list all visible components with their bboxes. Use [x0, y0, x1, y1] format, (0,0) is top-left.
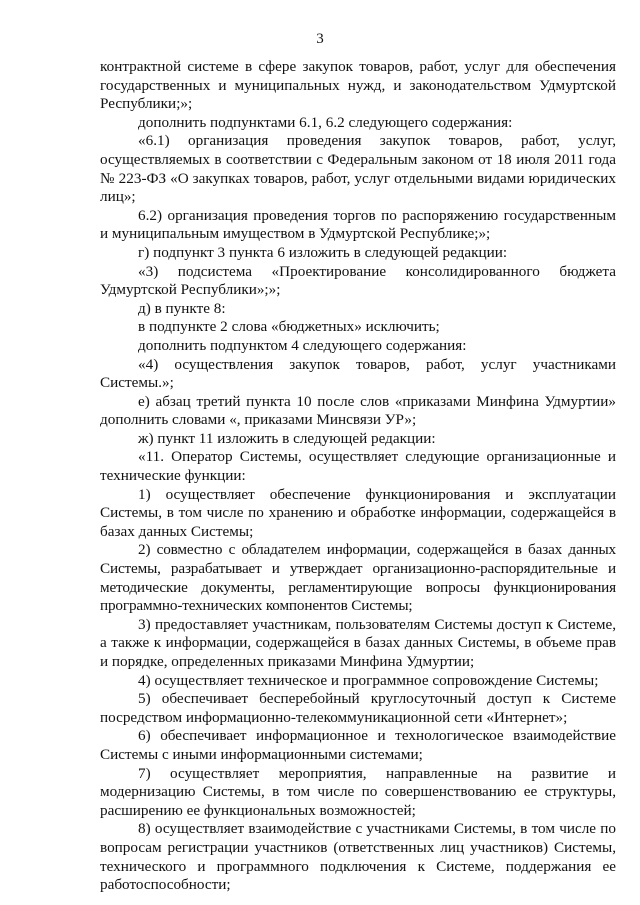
paragraph-item-e: е) абзац третий пункта 10 после слов «приказами Минфина Удмуртии» дополнить словами «, приказами Минсвязи УР»;: [100, 392, 616, 429]
paragraph-function-8: 8) осуществляет взаимодействие с участниками Системы, в том числе по вопросам регистрации участников (ответственных лиц участников) Системы, технического и программного подключения к Системе, поддержания ее работоспособности;: [100, 820, 616, 894]
page-number: 3: [316, 31, 324, 47]
paragraph-item-11: «11. Оператор Системы, осуществляет следующие организационные и технические функции:: [100, 448, 616, 485]
document-body: [100, 58, 616, 895]
paragraph-add-subitem-4: дополнить подпунктом 4 следующего содержания:: [138, 336, 467, 354]
paragraph-function-4: 4) осуществляет техническое и программное сопровождение Системы;: [138, 671, 599, 689]
paragraph-item-g: г) подпункт 3 пункта 6 изложить в следующей редакции:: [138, 243, 508, 261]
paragraph-continuation: контрактной системе в сфере закупок товаров, работ, услуг для обеспечения государственных и муниципальных нужд, и законодательством Удмуртской Республики;»;: [100, 58, 616, 113]
paragraph-subitem-6-2: 6.2) организация проведения торгов по распоряжению государственным и муниципальным имуществом в Удмуртской Республике;»;: [100, 206, 616, 243]
paragraph-subitem-3: «3) подсистема «Проектирование консолидированного бюджета Удмуртской Республики»;»;: [100, 262, 616, 299]
paragraph-subitem-4: «4) осуществления закупок товаров, работ, услуг участниками Системы.»;: [100, 355, 616, 392]
paragraph-add-subitems-6-1-6-2: дополнить подпунктами 6.1, 6.2 следующего содержания:: [138, 113, 513, 131]
paragraph-subitem-2-change: в подпункте 2 слова «бюджетных» исключить;: [138, 318, 440, 336]
paragraph-function-7: 7) осуществляет мероприятия, направленные на развитие и модернизацию Системы, в том числе по совершенствованию ее структуры, расширению ее функциональных возможностей;: [100, 764, 616, 819]
paragraph-subitem-6-1: «6.1) организация проведения закупок товаров, работ, услуг, осуществляемых в соответствии с Федеральным законом от 18 июля 2011 года № 223-ФЗ «О закупках товаров, работ, услуг отдельными видами юридических лиц»;: [100, 132, 616, 206]
paragraph-function-2: 2) совместно с обладателем информации, содержащейся в базах данных Системы, разрабатывает и утверждает организационно-распорядительные и методические документы, регламентирующие вопросы функционирования программно-технических компонентов Системы;: [100, 541, 616, 615]
paragraph-function-5: 5) обеспечивает бесперебойный круглосуточный доступ к Системе посредством информационно-телекоммуникационной сети «Интернет»;: [100, 690, 616, 726]
paragraph-item-d: д) в пункте 8:: [138, 299, 226, 317]
paragraph-function-3: 3) предоставляет участникам, пользователям Системы доступ к Системе, а также к информации, содержащейся в базах данных Системы, в объеме прав и порядке, определенных приказами Минфина Удмуртии;: [100, 615, 616, 670]
paragraph-function-6: 6) обеспечивает информационное и технологическое взаимодействие Системы с иными информационными системами;: [100, 727, 616, 763]
paragraph-item-zh: ж) пункт 11 изложить в следующей редакции:: [138, 429, 436, 447]
paragraph-function-1: 1) осуществляет обеспечение функционирования и эксплуатации Системы, в том числе по хранению и обработке информации, содержащейся в базах данных Системы;: [100, 485, 616, 540]
